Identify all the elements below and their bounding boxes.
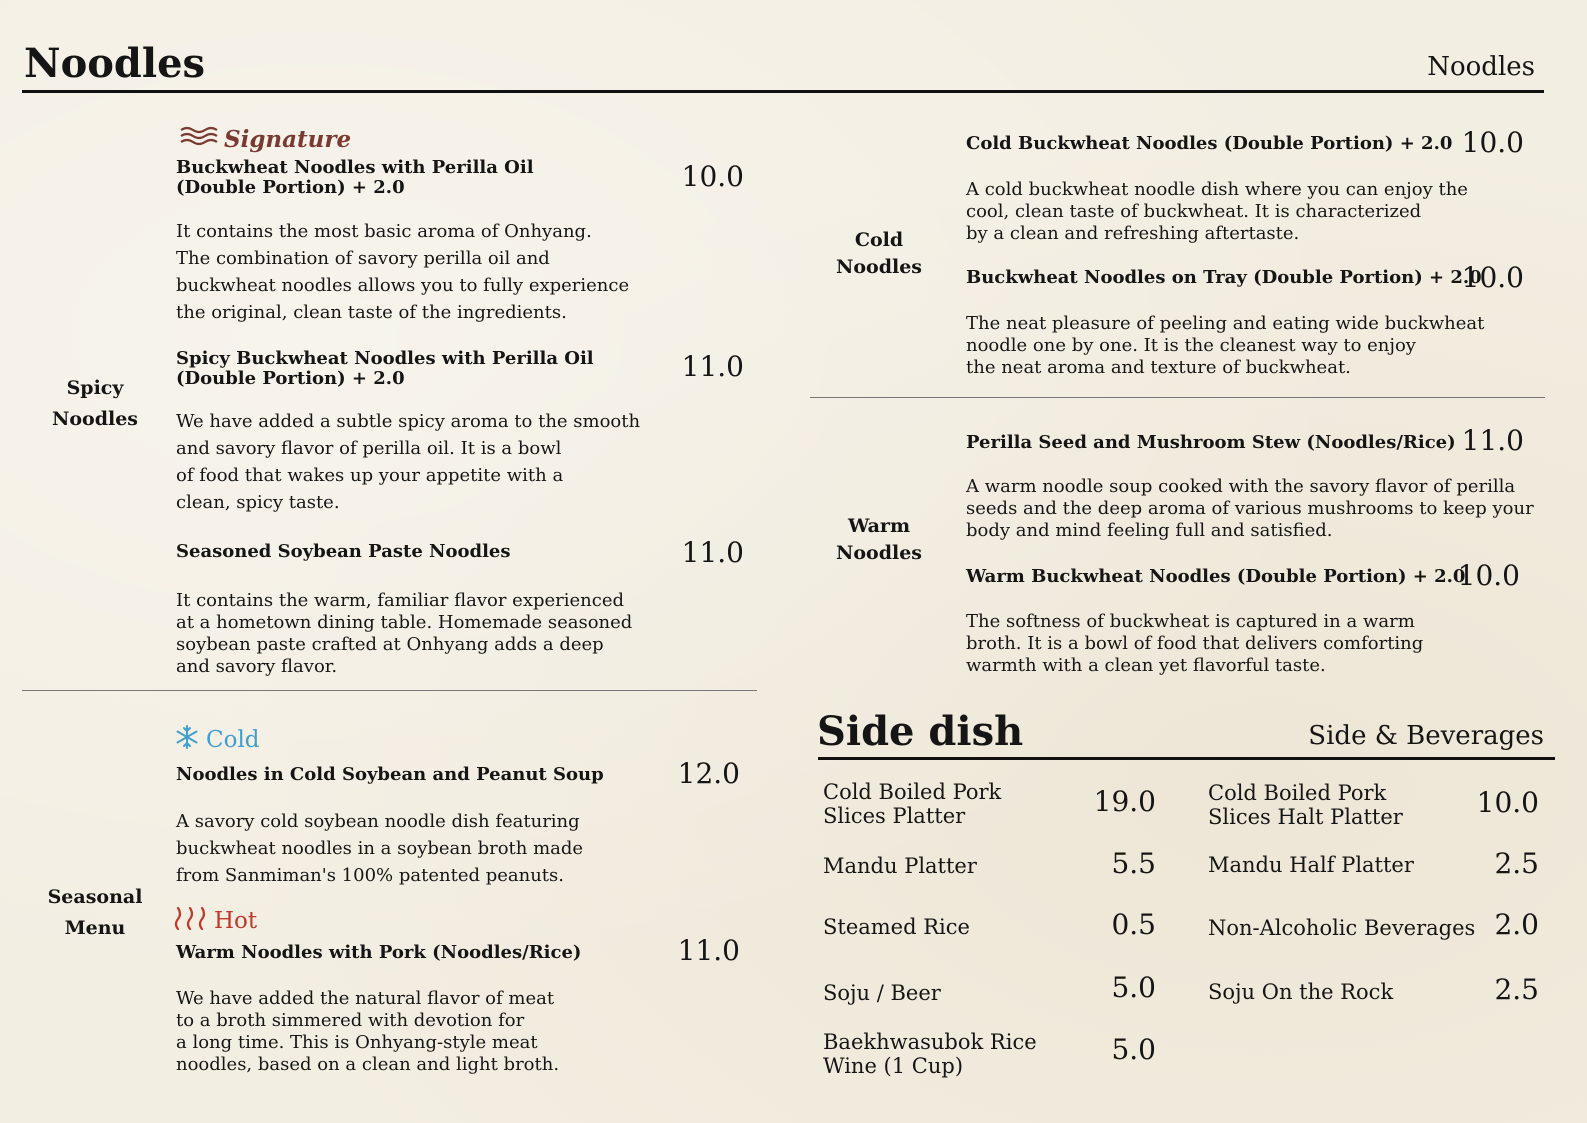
side-item-price: 5.0 [1111,971,1156,1004]
side-item-price: 2.0 [1494,908,1539,941]
side-dish-subtitle: Side & Beverages [1308,721,1544,751]
menu-item-description: A savory cold soybean noodle dish featuring buckwheat noodles in a soybean broth made from Sanmiman's 100% patented peanuts. [176,811,584,886]
menu-item-price: 10.0 [1461,261,1524,294]
menu-item-price: 11.0 [1461,424,1524,457]
menu-item-name: Perilla Seed and Mushroom Stew (Noodles/Rice) [966,432,1456,453]
side-item-name: Mandu Platter [823,854,977,878]
menu-item-description: We have added a subtle spicy aroma to the smooth and savory flavor of perilla oil. It is a bowl of food that wakes up your appetite with a clean, spicy taste. [176,411,641,513]
side-item-price: 5.0 [1111,1033,1156,1066]
menu-item-name: Noodles in Cold Soybean and Peanut Soup [176,764,604,785]
menu-item-name: Spicy Buckwheat Noodles with Perilla Oil (Double Portion) + 2.0 [176,348,594,389]
category-warm-noodles: Warm Noodles [835,515,922,564]
side-item-name: Soju / Beer [823,981,941,1005]
menu-item-price: 11.0 [677,934,740,967]
menu-item-price: 11.0 [681,536,744,569]
menu-item-name: Buckwheat Noodles with Perilla Oil (Double Portion) + 2.0 [176,157,534,198]
side-item-price: 2.5 [1494,847,1539,880]
side-item-name: Cold Boiled Pork Slices Halt Platter [1208,781,1403,829]
menu-item-description: We have added the natural flavor of meat to a broth simmered with devotion for a long time. This is Onhyang-style meat noodles, based on a clean and light broth. [176,988,560,1075]
side-item-name: Steamed Rice [823,915,970,939]
menu-item-name: Warm Buckwheat Noodles (Double Portion) + 2.0 [966,566,1466,587]
menu-item-price: 10.0 [681,160,744,193]
side-dish-rule [818,757,1555,760]
side-dish-title: Side dish [817,708,1024,755]
menu-item-description: The softness of buckwheat is captured in a warm broth. It is a bowl of food that delivers comforting warmth with a clean yet flavorful taste. [966,611,1424,676]
menu-item-name: Seasoned Soybean Paste Noodles [176,541,511,562]
menu-item-name: Warm Noodles with Pork (Noodles/Rice) [176,942,582,963]
steam-icon [172,905,208,937]
page-title: Noodles [24,40,206,87]
side-item-name: Mandu Half Platter [1208,853,1414,877]
side-item-price: 0.5 [1111,908,1156,941]
menu-item-price: 10.0 [1461,126,1524,159]
hot-badge: Hot [172,905,257,937]
side-item-name: Cold Boiled Pork Slices Platter [823,780,1002,828]
menu-item-description: A cold buckwheat noodle dish where you can enjoy the cool, clean taste of buckwheat. It is characterized by a clean and refreshing aftertaste. [966,179,1468,244]
menu-item-name: Buckwheat Noodles on Tray (Double Portion) + 2.0 [966,267,1482,288]
menu-item-description: It contains the most basic aroma of Onhyang. The combination of savory perilla oil and buckwheat noodles allows you to fully experience the original, clean taste of the ingredients. [176,221,630,323]
page-subtitle: Noodles [1427,52,1535,82]
side-item-name: Soju On the Rock [1208,980,1394,1004]
snowflake-icon [174,724,200,756]
menu-item-description: The neat pleasure of peeling and eating wide buckwheat noodle one by one. It is the cleanest way to enjoy the neat aroma and texture of buckwheat. [966,313,1485,378]
wave-icon [180,125,218,153]
side-item-price: 5.5 [1111,847,1156,880]
side-item-name: Baekhwasubok Rice Wine (1 Cup) [823,1030,1037,1078]
menu-item-price: 12.0 [677,757,740,790]
signature-badge: Signature [180,125,351,153]
menu-item-price: 10.0 [1457,559,1520,592]
section-divider [810,397,1545,398]
section-divider [22,690,757,691]
menu-item-description: A warm noodle soup cooked with the savory flavor of perilla seeds and the deep aroma of various mushrooms to keep your body and mind feeling full and satisfied. [966,476,1534,541]
cold-badge: Cold [174,724,260,756]
side-item-price: 10.0 [1476,786,1539,819]
category-seasonal-menu: Seasonal Menu [47,886,143,939]
side-item-price: 2.5 [1494,973,1539,1006]
menu-item-description: It contains the warm, familiar flavor experienced at a hometown dining table. Homemade seasoned soybean paste crafted at Onhyang adds a deep and savory flavor. [176,590,633,677]
header-rule [22,90,1544,93]
category-spicy-noodles: Spicy Noodles [51,377,138,430]
side-item-price: 19.0 [1093,785,1156,818]
category-cold-noodles: Cold Noodles [835,229,922,278]
menu-item-name: Cold Buckwheat Noodles (Double Portion) + 2.0 [966,133,1453,154]
side-item-name: Non-Alcoholic Beverages [1208,916,1476,940]
menu-item-price: 11.0 [681,350,744,383]
